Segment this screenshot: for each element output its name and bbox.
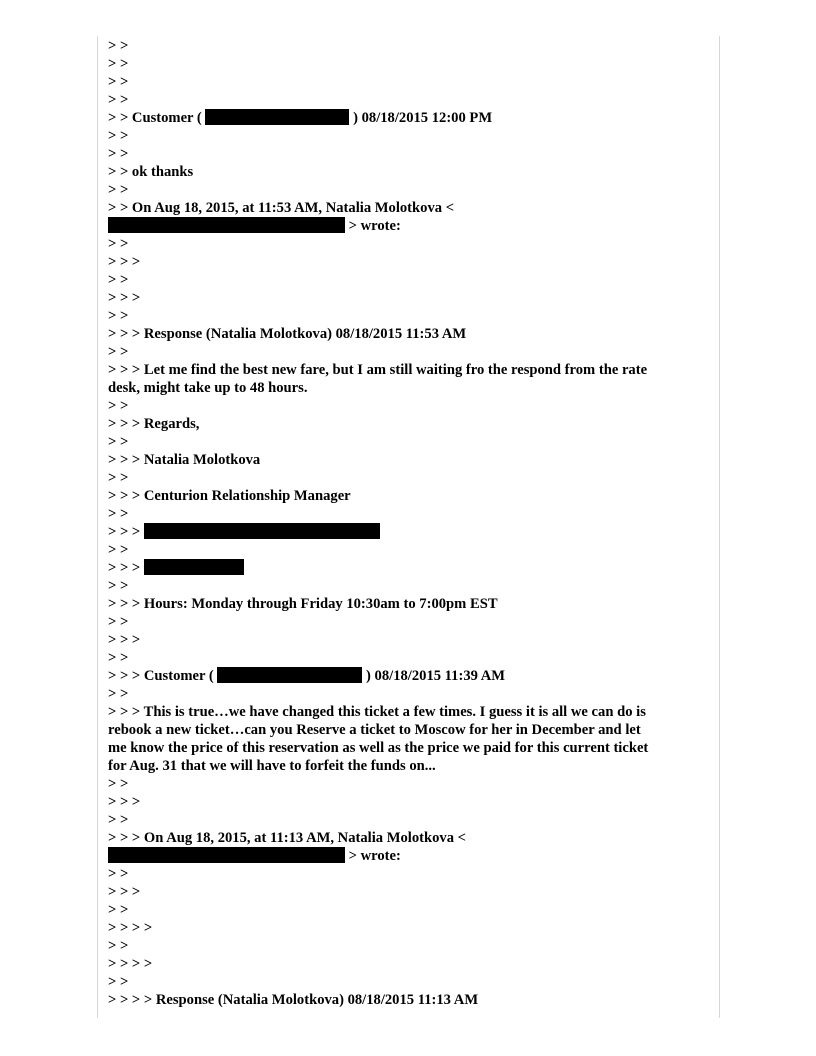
email-line: > > [108,974,129,990]
email-line: > > > Natalia Molotkova [108,452,261,468]
email-line: > > [108,236,129,252]
email-line: > > [108,812,129,828]
page-frame-right [719,36,720,1018]
email-line: > > [108,506,129,522]
redaction-bar [108,847,345,863]
line-suffix-text: > wrote: [345,848,401,864]
line-suffix-text: ) 08/18/2015 12:00 PM [349,110,493,126]
email-line: > > > This is true…we have changed this ticket a few times. I guess it is all we can do is [108,704,646,720]
email-line: > > [108,146,129,162]
email-line: > > ok thanks [108,164,194,180]
redaction-bar [108,217,345,233]
redaction-bar [144,559,244,575]
email-line: > > > Response (Natalia Molotkova) 08/18/2015 11:53 AM [108,326,467,342]
email-line: desk, might take up to 48 hours. [108,380,308,396]
email-line: > > [108,128,129,144]
email-line: > > > > [108,956,153,972]
redaction-bar [144,523,380,539]
email-line [108,523,708,541]
email-line [108,847,708,865]
line-prefix-text: > > > [108,560,144,576]
email-line: > > > [108,290,141,306]
email-line: > > [108,74,129,90]
email-line: > > > Let me find the best new fare, but I am still waiting fro the respond from the rate [108,362,648,378]
email-line: > > [108,182,129,198]
email-line: > > [108,614,129,630]
email-line: > > [108,686,129,702]
email-line: > > [108,38,129,54]
email-line: > > > [108,884,141,900]
email-line: > > [108,92,129,108]
email-line: > > [108,308,129,324]
page-frame-left [97,36,98,1018]
redaction-bar [217,667,362,683]
email-line: > > [108,542,129,558]
line-prefix-text: > > Customer ( [108,110,206,126]
email-line: > > [108,866,129,882]
email-thread-body [108,37,708,1009]
email-line: > > [108,398,129,414]
email-line: > > [108,470,129,486]
email-line: > > [108,434,129,450]
email-line: > > [108,776,129,792]
email-line: > > > Regards, [108,416,200,432]
email-line: > > [108,938,129,954]
line-prefix-text: > > > [108,524,144,540]
email-line: rebook a new ticket…can you Reserve a ticket to Moscow for her in December and let [108,722,641,738]
email-line: > > [108,650,129,666]
line-suffix-text: > wrote: [345,218,401,234]
email-line: > > > [108,254,141,270]
email-line: > > [108,902,129,918]
email-line: > > [108,578,129,594]
email-line: > > > On Aug 18, 2015, at 11:13 AM, Natalia Molotkova < [108,830,466,846]
email-line: > > > [108,632,141,648]
email-line [108,559,708,577]
email-line: > > > > Response (Natalia Molotkova) 08/18/2015 11:13 AM [108,992,479,1008]
email-line: for Aug. 31 that we will have to forfeit the funds on... [108,758,436,774]
email-line [108,217,708,235]
email-line: > > [108,344,129,360]
line-prefix-text: > > > Customer ( [108,668,218,684]
email-line: > > > Centurion Relationship Manager [108,488,351,504]
email-line: > > [108,272,129,288]
line-suffix-text: ) 08/18/2015 11:39 AM [362,668,506,684]
email-line: > > > Hours: Monday through Friday 10:30am to 7:00pm EST [108,596,498,612]
email-line: > > On Aug 18, 2015, at 11:53 AM, Natalia Molotkova < [108,200,455,216]
redaction-bar [205,109,349,125]
email-line: me know the price of this reservation as well as the price we paid for this current ticket [108,740,649,756]
email-line: > > > [108,794,141,810]
email-line: > > [108,56,129,72]
email-line [108,109,708,127]
email-line [108,667,708,685]
email-line: > > > > [108,920,153,936]
